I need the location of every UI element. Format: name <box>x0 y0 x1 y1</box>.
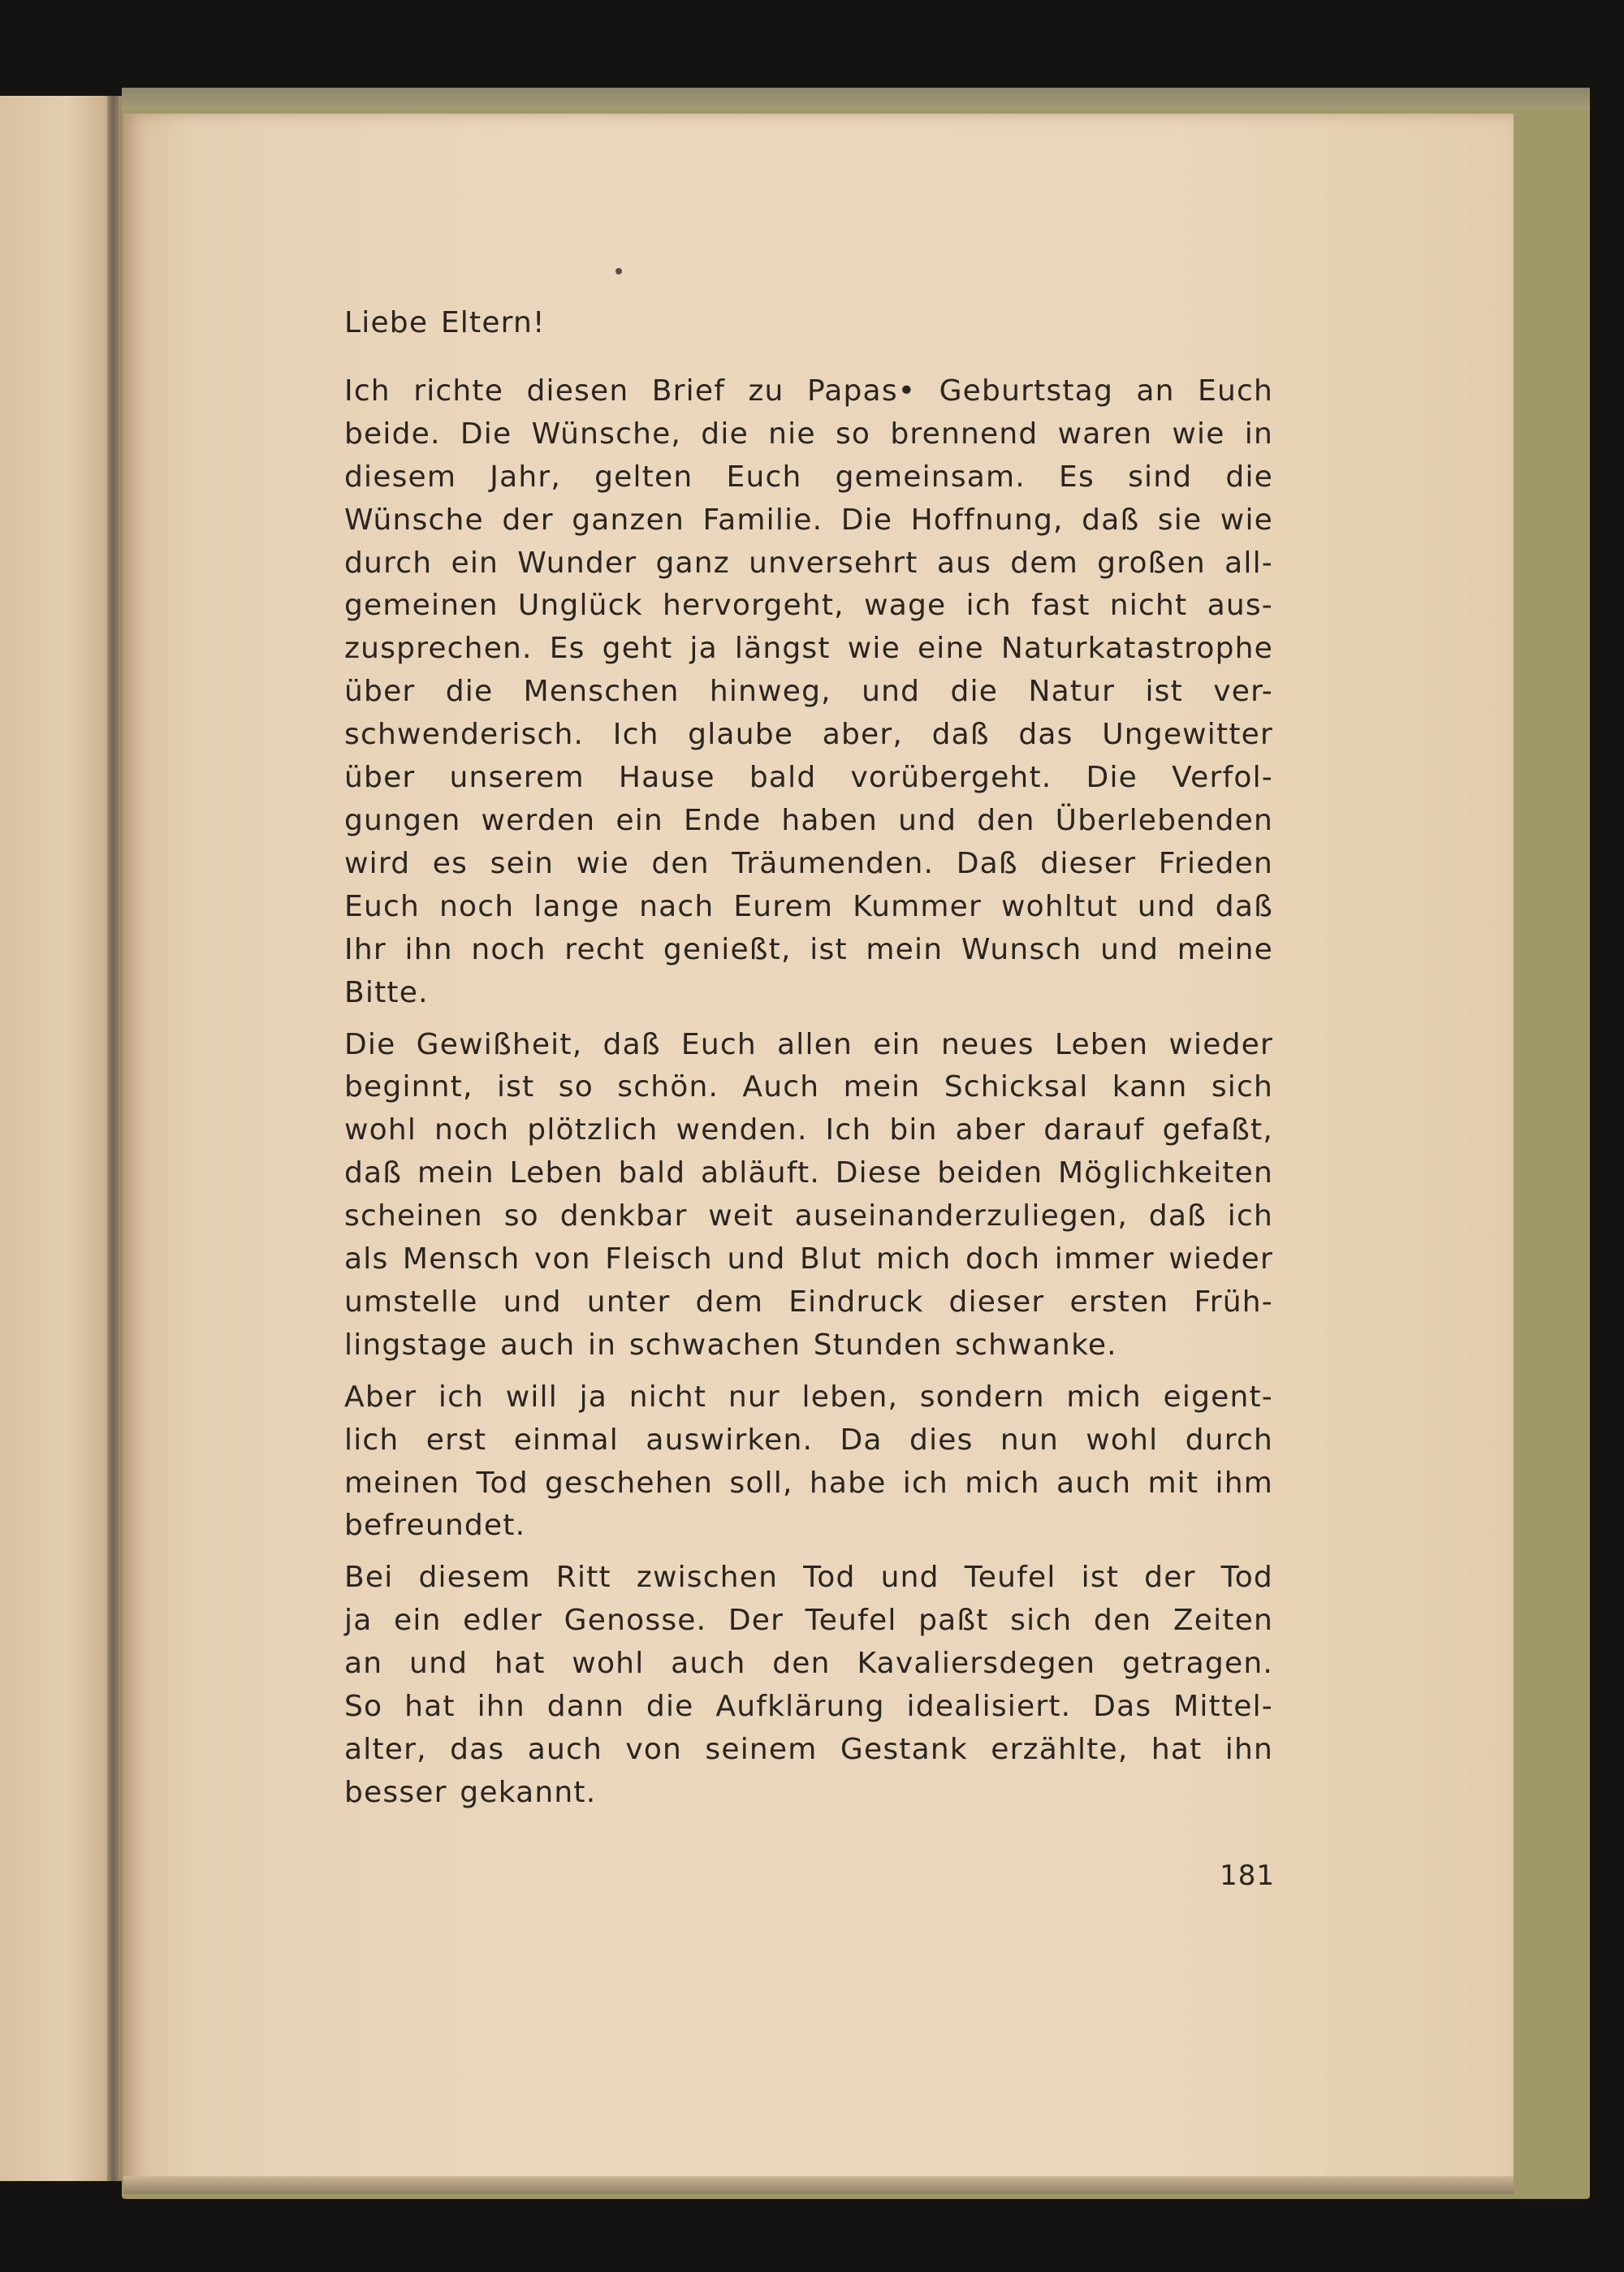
book-gutter <box>107 96 119 2181</box>
text-line: umstelle und unter dem Eindruck dieser ersten Früh- <box>344 1285 1273 1319</box>
text-line: lich erst einmal auswirken. Da dies nun wohl durch <box>344 1423 1273 1457</box>
text-line: alter, das auch von seinem Gestank erzählte, hat ihn <box>344 1733 1273 1766</box>
page-bottom-edge <box>123 2176 1514 2194</box>
text-line: befreundet. <box>344 1509 526 1543</box>
text-line: durch ein Wunder ganz unversehrt aus dem großen all- <box>344 546 1273 580</box>
text-line: wohl noch plötzlich wenden. Ich bin aber darauf gefaßt, <box>344 1113 1273 1147</box>
text-line: Wünsche der ganzen Familie. Die Hoffnung, daß sie wie <box>344 503 1273 537</box>
paper-speck <box>615 268 622 274</box>
salutation: Liebe Eltern! <box>344 306 546 339</box>
letter-body <box>307 370 1273 1815</box>
paragraph <box>307 370 1273 1015</box>
paragraph <box>307 1024 1273 1367</box>
letter-text <box>307 302 1273 1824</box>
text-line: wird es sein wie den Träumenden. Daß dieser Frieden <box>344 846 1273 880</box>
text-line: Ich richte diesen Brief zu Papas• Geburtstag an Euch <box>344 374 1273 408</box>
text-line: diesem Jahr, gelten Euch gemeinsam. Es sind die <box>344 460 1273 494</box>
text-line: Bei diesem Ritt zwischen Tod und Teufel ist der Tod <box>344 1561 1273 1595</box>
text-line: Aber ich will ja nicht nur leben, sondern mich eigent- <box>344 1380 1273 1414</box>
paragraph <box>307 1376 1273 1549</box>
text-line: als Mensch von Fleisch und Blut mich doch immer wieder <box>344 1242 1273 1276</box>
text-line: So hat ihn dann die Aufklärung idealisiert. Das Mittel- <box>344 1690 1273 1724</box>
text-line: lingstage auch in schwachen Stunden schwanke. <box>344 1328 1117 1362</box>
text-line: Ihr ihn noch recht genießt, ist mein Wunsch und meine <box>344 932 1273 966</box>
text-line: an und hat wohl auch den Kavaliersdegen getragen. <box>344 1647 1273 1681</box>
text-line: Bitte. <box>344 975 429 1009</box>
paragraph <box>307 1557 1273 1814</box>
text-line: über unserem Hause bald vorübergeht. Die Verfol- <box>344 761 1273 795</box>
text-line: Euch noch lange nach Eurem Kummer wohltut und daß <box>344 889 1273 923</box>
text-line: meinen Tod geschehen soll, habe ich mich auch mit ihm <box>344 1466 1273 1500</box>
text-line: über die Menschen hinweg, und die Natur ist ver- <box>344 675 1273 709</box>
text-line: gemeinen Unglück hervorgeht, wage ich fast nicht aus- <box>344 589 1273 623</box>
cover-top-edge <box>122 88 1590 109</box>
text-line: scheinen so denkbar weit auseinanderzuliegen, daß ich <box>344 1199 1273 1233</box>
page-number: 181 <box>1220 1859 1275 1892</box>
text-line: schwenderisch. Ich glaube aber, daß das Ungewitter <box>344 718 1273 752</box>
text-line: daß mein Leben bald abläuft. Diese beiden Möglichkeiten <box>344 1156 1273 1190</box>
text-line: ja ein edler Genosse. Der Teufel paßt sich den Zeiten <box>344 1604 1273 1638</box>
text-line: Die Gewißheit, daß Euch allen ein neues Leben wieder <box>344 1027 1273 1061</box>
text-line: beginnt, ist so schön. Auch mein Schicksal kann sich <box>344 1070 1273 1104</box>
facing-page <box>0 96 122 2181</box>
text-line: beide. Die Wünsche, die nie so brennend waren wie in <box>344 417 1273 451</box>
text-line: zusprechen. Es geht ja längst wie eine Naturkatastrophe <box>344 632 1273 666</box>
text-line: besser gekannt. <box>344 1775 597 1809</box>
text-line: gungen werden ein Ende haben und den Überlebenden <box>344 803 1273 837</box>
